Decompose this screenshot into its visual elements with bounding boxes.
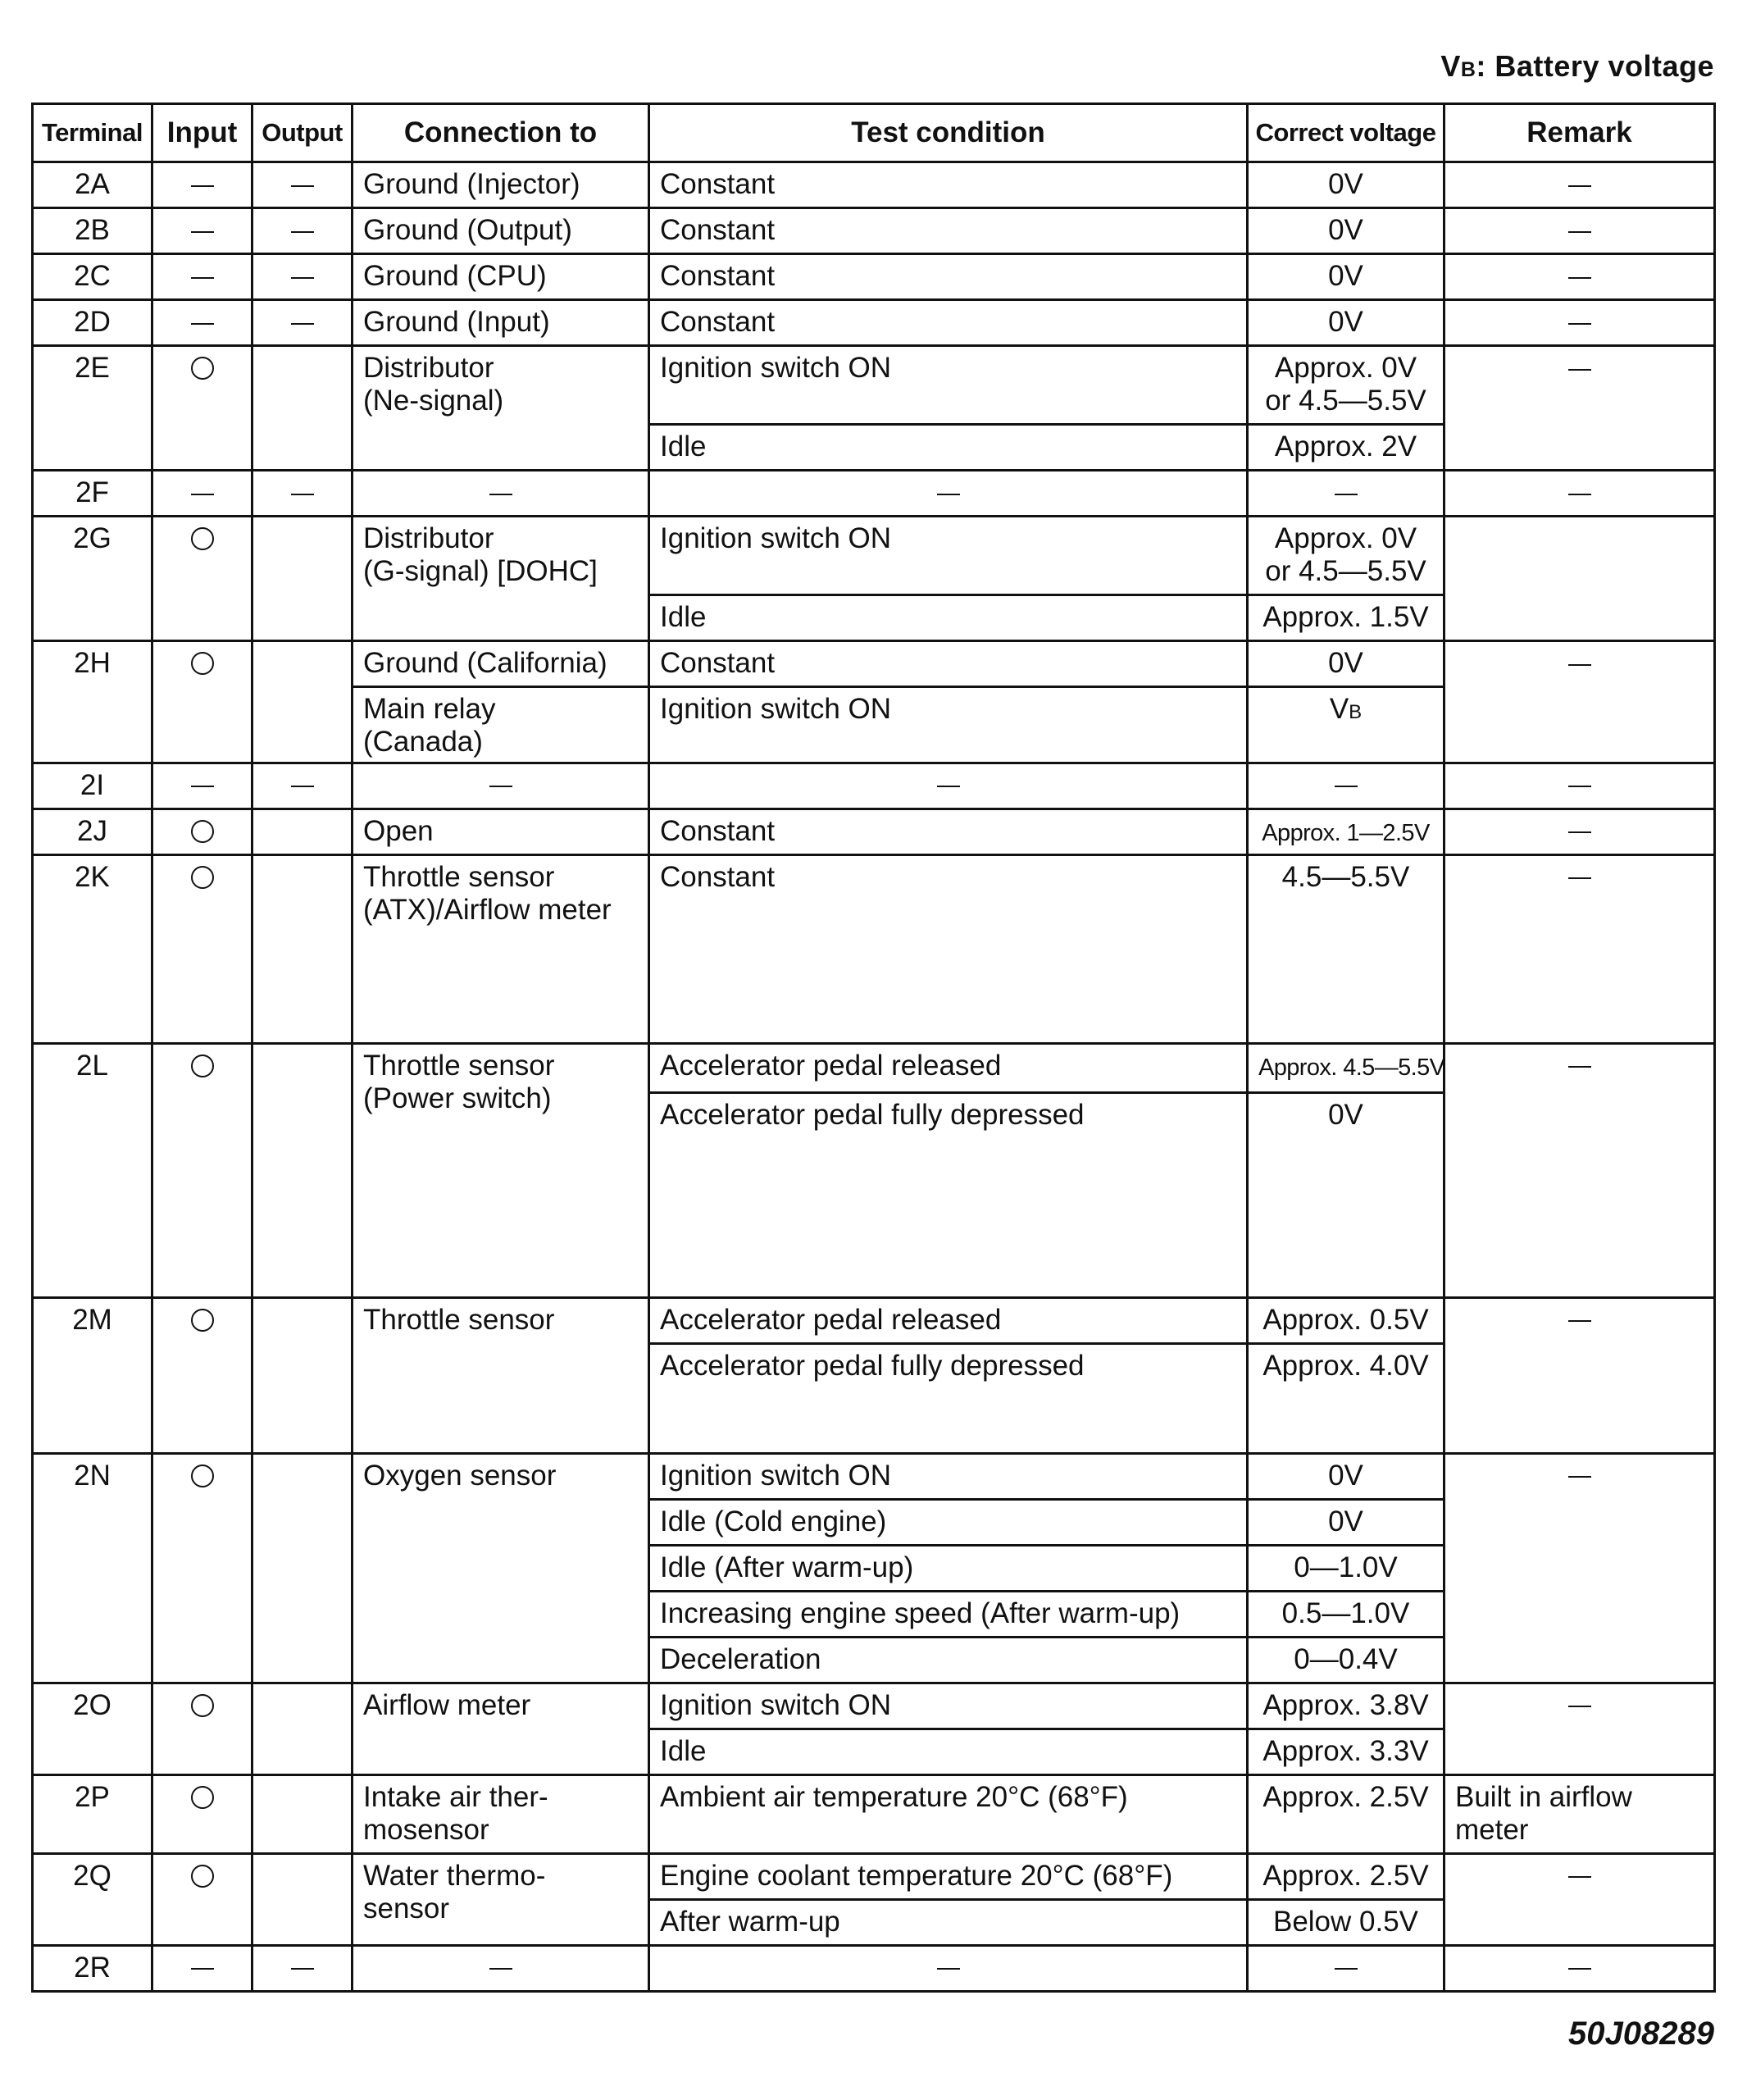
test-condition-cell: Ignition switch ON	[649, 1453, 1248, 1499]
voltage-value: Approx. 4.5—5.5V	[1258, 1054, 1445, 1081]
input-cell	[152, 253, 252, 299]
table-row	[33, 1945, 1715, 1991]
dash-mark	[291, 277, 314, 279]
test-condition-cell	[649, 1945, 1248, 1991]
terminal-cell: 2K	[33, 854, 152, 1043]
dash-mark	[1568, 1876, 1591, 1878]
voltage-cell: Approx. 0.5V	[1248, 1297, 1444, 1343]
input-circle-mark	[191, 820, 214, 843]
table-row	[33, 854, 1715, 1043]
test-condition-cell: Constant	[649, 162, 1248, 207]
table-row	[33, 1853, 1715, 1899]
test-condition-cell: Increasing engine speed (After warm-up)	[649, 1591, 1248, 1637]
test-condition-cell: Ignition switch ON	[649, 686, 1248, 763]
output-cell	[252, 1683, 353, 1774]
terminal-cell: 2F	[33, 470, 152, 516]
dash-mark	[291, 494, 314, 495]
input-cell	[152, 1774, 252, 1853]
input-cell	[152, 345, 252, 470]
input-cell	[152, 640, 252, 763]
input-circle-mark	[191, 1865, 214, 1888]
connection-cell: Main relay (Canada)	[353, 686, 649, 763]
dash-mark	[291, 185, 314, 187]
table-row	[33, 470, 1715, 516]
remark-cell	[1444, 1043, 1715, 1297]
table-row	[33, 1043, 1715, 1092]
input-cell	[152, 1297, 252, 1453]
remark-cell	[1444, 640, 1715, 763]
col-header-output: Output	[252, 104, 353, 162]
terminal-cell: 2P	[33, 1774, 152, 1853]
output-cell	[252, 162, 353, 207]
input-cell	[152, 1043, 252, 1297]
terminal-cell: 2I	[33, 763, 152, 809]
test-condition-cell: Constant	[649, 253, 1248, 299]
connection-cell: Ground (Output)	[353, 207, 649, 253]
voltage-cell: Approx. 2V	[1248, 424, 1444, 470]
connection-cell	[353, 470, 649, 516]
output-cell	[252, 470, 353, 516]
dash-mark	[191, 185, 214, 187]
test-condition-cell: Ignition switch ON	[649, 1683, 1248, 1729]
input-circle-mark	[191, 866, 214, 889]
test-condition-cell: Constant	[649, 207, 1248, 253]
dash-mark	[489, 494, 512, 495]
input-cell	[152, 1683, 252, 1774]
input-cell	[152, 854, 252, 1043]
voltage-cell: Approx. 0V or 4.5—5.5V	[1248, 345, 1444, 424]
table-row	[33, 516, 1715, 594]
remark-cell	[1444, 207, 1715, 253]
voltage-cell	[1248, 470, 1444, 516]
table-row	[33, 1453, 1715, 1499]
col-header-remark: Remark	[1444, 104, 1715, 162]
dash-mark	[191, 323, 214, 325]
voltage-cell: 0V	[1248, 1499, 1444, 1545]
col-header-correct-voltage: Correct voltage	[1248, 104, 1444, 162]
dash-mark	[191, 1968, 214, 1970]
test-condition-cell: Idle	[649, 1729, 1248, 1774]
connection-cell	[353, 1945, 649, 1991]
output-cell	[252, 1853, 353, 1945]
test-condition-cell	[649, 763, 1248, 809]
voltage-cell: 0V	[1248, 207, 1444, 253]
connection-cell: Airflow meter	[353, 1683, 649, 1774]
dash-mark	[1568, 185, 1591, 187]
terminal-cell: 2O	[33, 1683, 152, 1774]
remark-cell	[1444, 1453, 1715, 1683]
voltage-cell	[1248, 1945, 1444, 1991]
dash-mark	[1568, 1066, 1591, 1068]
remark-cell	[1444, 1683, 1715, 1774]
dash-mark	[937, 786, 960, 787]
connection-cell: Intake air ther- mosensor	[353, 1774, 649, 1853]
connection-cell: Ground (CPU)	[353, 253, 649, 299]
voltage-cell: Approx. 1.5V	[1248, 594, 1444, 640]
voltage-cell: 0V	[1248, 253, 1444, 299]
output-cell	[252, 1043, 353, 1297]
test-condition-cell: Idle (Cold engine)	[649, 1499, 1248, 1545]
input-cell	[152, 1853, 252, 1945]
remark-cell	[1444, 809, 1715, 854]
battery-voltage-legend: VB: Battery voltage	[1440, 49, 1714, 83]
battery-voltage-subscript: B	[1349, 700, 1363, 723]
test-condition-cell: After warm-up	[649, 1899, 1248, 1945]
dash-mark	[191, 786, 214, 787]
dash-mark	[291, 786, 314, 787]
test-condition-cell: Constant	[649, 809, 1248, 854]
voltage-cell	[1248, 763, 1444, 809]
output-cell	[252, 854, 353, 1043]
remark-cell	[1444, 516, 1715, 640]
connection-cell: Open	[353, 809, 649, 854]
dash-mark	[1568, 877, 1591, 879]
test-condition-cell: Ignition switch ON	[649, 345, 1248, 424]
test-condition-cell: Accelerator pedal fully depressed	[649, 1092, 1248, 1297]
test-condition-cell: Constant	[649, 640, 1248, 686]
battery-voltage-symbol: V	[1329, 692, 1349, 725]
output-cell	[252, 1774, 353, 1853]
test-condition-cell: Constant	[649, 299, 1248, 345]
dash-mark	[1568, 1476, 1591, 1478]
table-row	[33, 763, 1715, 809]
output-cell	[252, 763, 353, 809]
table-row	[33, 207, 1715, 253]
input-circle-mark	[191, 1694, 214, 1717]
voltage-cell	[1248, 809, 1444, 854]
voltage-cell: Approx. 3.8V	[1248, 1683, 1444, 1729]
connection-cell: Distributor (Ne-signal)	[353, 345, 649, 470]
table-row	[33, 253, 1715, 299]
col-header-test-condition: Test condition	[649, 104, 1248, 162]
output-cell	[252, 1297, 353, 1453]
dash-mark	[937, 494, 960, 495]
dash-mark	[191, 231, 214, 233]
dash-mark	[1568, 664, 1591, 666]
output-cell	[252, 345, 353, 470]
terminal-cell: 2Q	[33, 1853, 152, 1945]
table-row	[33, 1774, 1715, 1853]
output-cell	[252, 640, 353, 763]
input-cell	[152, 763, 252, 809]
output-cell	[252, 207, 353, 253]
output-cell	[252, 516, 353, 640]
input-cell	[152, 516, 252, 640]
connection-cell: Ground (Injector)	[353, 162, 649, 207]
connection-cell: Throttle sensor	[353, 1297, 649, 1453]
voltage-value: Approx. 1—2.5V	[1262, 819, 1430, 846]
input-circle-mark	[191, 1786, 214, 1809]
input-circle-mark	[191, 652, 214, 675]
voltage-cell: Approx. 2.5V	[1248, 1853, 1444, 1899]
test-condition-cell: Ambient air temperature 20°C (68°F)	[649, 1774, 1248, 1853]
table-row	[33, 1297, 1715, 1343]
connection-cell: Throttle sensor (Power switch)	[353, 1043, 649, 1297]
test-condition-cell: Idle	[649, 424, 1248, 470]
terminal-cell: 2D	[33, 299, 152, 345]
col-header-connection: Connection to	[353, 104, 649, 162]
input-cell	[152, 470, 252, 516]
dash-mark	[1568, 323, 1591, 325]
test-condition-cell: Idle	[649, 594, 1248, 640]
terminal-cell: 2A	[33, 162, 152, 207]
terminal-cell: 2H	[33, 640, 152, 763]
dash-mark	[1568, 1968, 1591, 1970]
input-cell	[152, 809, 252, 854]
connection-cell: Oxygen sensor	[353, 1453, 649, 1683]
dash-mark	[191, 277, 214, 279]
dash-mark	[1568, 494, 1591, 495]
col-header-input: Input	[152, 104, 252, 162]
remark-cell	[1444, 470, 1715, 516]
remark-cell: Built in airflow meter	[1444, 1774, 1715, 1853]
dash-mark	[1568, 231, 1591, 233]
test-condition-cell: Ignition switch ON	[649, 516, 1248, 594]
input-circle-mark	[191, 527, 214, 550]
dash-mark	[291, 323, 314, 325]
voltage-cell: Below 0.5V	[1248, 1899, 1444, 1945]
dash-mark	[1568, 369, 1591, 371]
connection-cell: Ground (California)	[353, 640, 649, 686]
terminal-cell: 2L	[33, 1043, 152, 1297]
output-cell	[252, 1453, 353, 1683]
connection-cell: Distributor (G-signal) [DOHC]	[353, 516, 649, 640]
table-row	[33, 809, 1715, 854]
terminal-cell: 2N	[33, 1453, 152, 1683]
terminal-cell: 2C	[33, 253, 152, 299]
output-cell	[252, 253, 353, 299]
connection-cell: Throttle sensor (ATX)/Airflow meter	[353, 854, 649, 1043]
dash-mark	[1335, 786, 1358, 787]
remark-cell	[1444, 1297, 1715, 1453]
test-condition-cell: Accelerator pedal fully depressed	[649, 1343, 1248, 1453]
dash-mark	[937, 1968, 960, 1970]
dash-mark	[1335, 494, 1358, 495]
dash-mark	[1568, 786, 1591, 787]
voltage-cell: Approx. 4.0V	[1248, 1343, 1444, 1453]
table-row	[33, 640, 1715, 686]
dash-mark	[1335, 1968, 1358, 1970]
dash-mark	[1568, 1320, 1591, 1322]
output-cell	[252, 299, 353, 345]
remark-cell	[1444, 854, 1715, 1043]
voltage-cell: 0V	[1248, 299, 1444, 345]
dash-mark	[191, 494, 214, 495]
test-condition-cell: Engine coolant temperature 20°C (68°F)	[649, 1853, 1248, 1899]
voltage-cell	[1248, 686, 1444, 763]
input-circle-mark	[191, 357, 214, 380]
voltage-cell: Approx. 0V or 4.5—5.5V	[1248, 516, 1444, 594]
input-cell	[152, 1945, 252, 1991]
figure-code: 50J08289	[1568, 2016, 1714, 2052]
terminal-cell: 2R	[33, 1945, 152, 1991]
table-row	[33, 345, 1715, 424]
table-header-row	[33, 104, 1715, 162]
input-circle-mark	[191, 1309, 214, 1332]
terminal-cell: 2G	[33, 516, 152, 640]
voltage-cell: 0V	[1248, 640, 1444, 686]
input-cell	[152, 1453, 252, 1683]
table-row	[33, 1683, 1715, 1729]
remark-cell	[1444, 763, 1715, 809]
connection-cell	[353, 763, 649, 809]
output-cell	[252, 1945, 353, 1991]
input-cell	[152, 299, 252, 345]
connection-cell: Water thermo- sensor	[353, 1853, 649, 1945]
dash-mark	[291, 231, 314, 233]
voltage-cell: 0V	[1248, 162, 1444, 207]
dash-mark	[1568, 1706, 1591, 1707]
voltage-cell: 0—0.4V	[1248, 1637, 1444, 1683]
voltage-cell: 0.5—1.0V	[1248, 1591, 1444, 1637]
test-condition-cell: Idle (After warm-up)	[649, 1545, 1248, 1591]
test-condition-cell: Accelerator pedal released	[649, 1297, 1248, 1343]
dash-mark	[291, 1968, 314, 1970]
input-circle-mark	[191, 1055, 214, 1077]
test-condition-cell: Deceleration	[649, 1637, 1248, 1683]
voltage-cell: 4.5—5.5V	[1248, 854, 1444, 1043]
terminal-cell: 2B	[33, 207, 152, 253]
terminal-voltage-table-container	[31, 102, 1713, 1993]
remark-cell	[1444, 1853, 1715, 1945]
test-condition-cell: Accelerator pedal released	[649, 1043, 1248, 1092]
remark-cell	[1444, 345, 1715, 470]
remark-cell	[1444, 162, 1715, 207]
terminal-cell: 2E	[33, 345, 152, 470]
col-header-terminal: Terminal	[33, 104, 152, 162]
input-circle-mark	[191, 1465, 214, 1487]
input-cell	[152, 207, 252, 253]
remark-cell	[1444, 1945, 1715, 1991]
terminal-voltage-table	[31, 102, 1716, 1993]
voltage-cell: 0V	[1248, 1453, 1444, 1499]
voltage-cell: 0—1.0V	[1248, 1545, 1444, 1591]
input-cell	[152, 162, 252, 207]
table-row	[33, 299, 1715, 345]
table-row	[33, 162, 1715, 207]
test-condition-cell	[649, 470, 1248, 516]
voltage-cell: Approx. 3.3V	[1248, 1729, 1444, 1774]
terminal-cell: 2J	[33, 809, 152, 854]
dash-mark	[489, 786, 512, 787]
voltage-cell: Approx. 2.5V	[1248, 1774, 1444, 1853]
dash-mark	[489, 1968, 512, 1970]
test-condition-cell: Constant	[649, 854, 1248, 1043]
dash-mark	[1568, 277, 1591, 279]
output-cell	[252, 809, 353, 854]
remark-cell	[1444, 299, 1715, 345]
voltage-cell: 0V	[1248, 1092, 1444, 1297]
terminal-cell: 2M	[33, 1297, 152, 1453]
connection-cell: Ground (Input)	[353, 299, 649, 345]
voltage-cell	[1248, 1043, 1444, 1092]
remark-cell	[1444, 253, 1715, 299]
dash-mark	[1568, 831, 1591, 833]
